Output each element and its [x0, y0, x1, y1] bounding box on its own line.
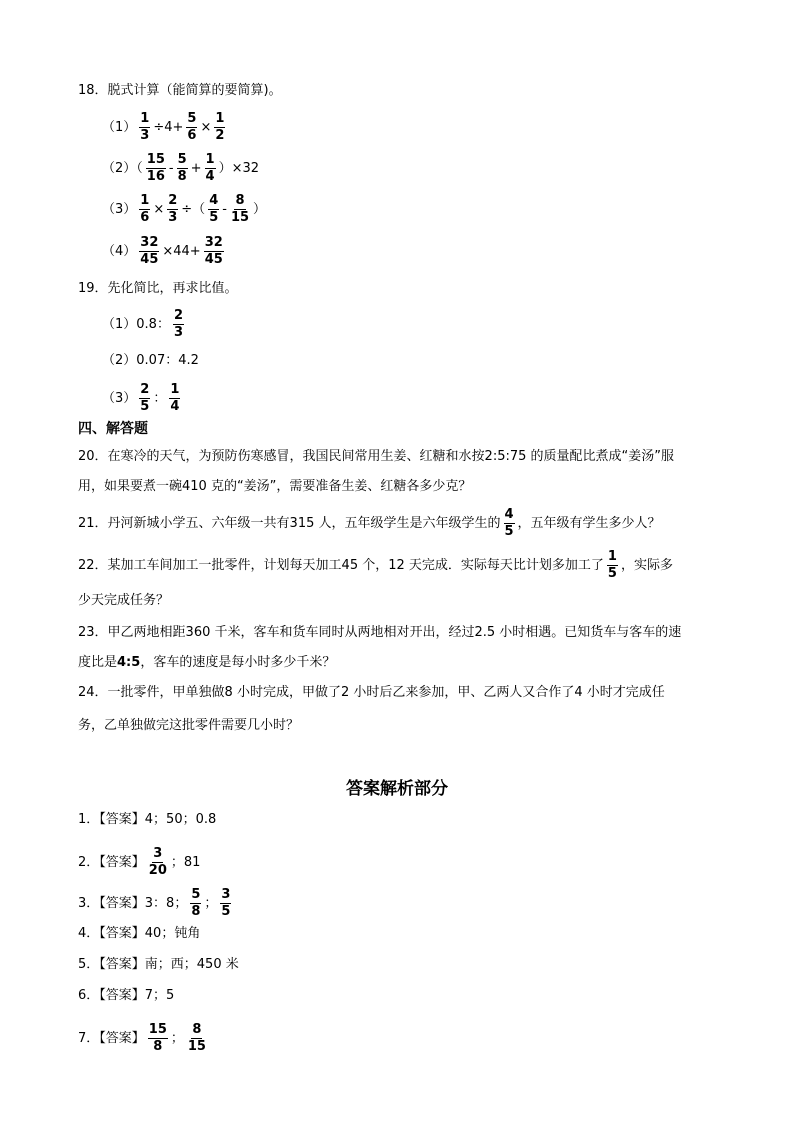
fraction — [205, 153, 216, 184]
numerator: 2 — [173, 308, 183, 323]
denominator: 5 — [221, 904, 231, 919]
numerator: 4 — [209, 193, 219, 208]
answer-text: 4．【答案】40；钝角 — [78, 926, 201, 941]
numerator: 3 — [221, 887, 231, 902]
denominator: 4 — [205, 169, 215, 184]
q21-text: ，五年级有学生多少人？ — [517, 515, 661, 531]
numerator: 2 — [140, 382, 150, 397]
denominator: 2 — [215, 128, 225, 143]
fraction — [204, 236, 224, 267]
fraction — [230, 194, 250, 225]
q23-text: 23．甲乙两地相距360 千米，客车和货车同时从两地相对开出，经过2.5 小时相遇。已知货车与客车的速 — [78, 625, 682, 640]
denominator: 3 — [140, 128, 150, 143]
q18-item-3 — [102, 194, 266, 225]
fraction — [167, 194, 178, 225]
operator: + — [190, 160, 202, 176]
numerator: 1 — [170, 382, 180, 397]
q18-title — [78, 83, 282, 99]
numerator: 1 — [607, 549, 617, 564]
fraction — [208, 194, 219, 225]
q18-item-2 — [102, 153, 259, 184]
denominator: 20 — [148, 863, 167, 878]
fraction — [173, 309, 184, 340]
numerator: 3 — [153, 846, 163, 861]
operator: ×44+ — [162, 243, 201, 259]
q19-title-text: 19．先化简比，再求比值。 — [78, 281, 238, 296]
q21 — [78, 508, 661, 539]
denominator: 6 — [140, 210, 150, 225]
q21-text: 21．丹河新城小学五、六年级一共有315 人，五年级学生是六年级学生的 — [78, 515, 501, 531]
fraction — [139, 194, 150, 225]
item-label: （1）0.8： — [102, 316, 170, 332]
fraction — [146, 153, 166, 184]
answer-4 — [78, 926, 200, 942]
denominator: 45 — [140, 252, 159, 267]
fraction — [139, 383, 150, 414]
operator: ÷4+ — [153, 119, 184, 135]
q23-line-2 — [78, 655, 335, 671]
answer-text: ； — [204, 895, 218, 911]
q19-item-1 — [102, 309, 187, 340]
answer-7 — [78, 1023, 210, 1054]
operator: - — [168, 160, 174, 176]
section-heading-text: 四、解答题 — [78, 421, 148, 437]
answer-text: 5．【答案】南；西；450 米 — [78, 957, 239, 972]
numerator: 8 — [192, 1022, 202, 1037]
numerator: 8 — [235, 193, 245, 208]
q22-text: 22．某加工车间加工一批零件，计划每天加工45 个，12 天完成．实际每天比计划多加工了 — [78, 557, 604, 573]
answer-text: ；81 — [170, 854, 201, 870]
denominator: 3 — [173, 325, 183, 340]
numerator: 4 — [504, 507, 514, 522]
fraction — [214, 112, 225, 143]
fraction — [148, 1023, 168, 1054]
denominator: 45 — [204, 252, 223, 267]
answer-1 — [78, 812, 216, 828]
q24-text: 务，乙单独做完这批零件需要几小时？ — [78, 718, 300, 733]
numerator: 5 — [191, 887, 201, 902]
denominator: 5 — [209, 210, 219, 225]
item-label: （2）（ — [102, 160, 143, 176]
numerator: 32 — [204, 235, 223, 250]
answer-text: 2．【答案】 — [78, 854, 145, 870]
answer-3 — [78, 888, 234, 919]
answer-2 — [78, 847, 200, 878]
operator: × — [153, 201, 165, 217]
numerator: 1 — [205, 152, 215, 167]
operator: ） — [253, 201, 267, 217]
answer-text: 6．【答案】7；5 — [78, 988, 175, 1003]
q22-text: 少天完成任务？ — [78, 593, 170, 608]
numerator: 1 — [215, 111, 225, 126]
item-label: （1） — [102, 119, 137, 135]
item-label: （4） — [102, 243, 137, 259]
q23-text: ，客车的速度是每小时多少千米？ — [140, 655, 336, 670]
fraction — [139, 236, 159, 267]
denominator: 5 — [504, 524, 514, 539]
item-label: （3） — [102, 201, 137, 217]
fraction — [187, 1023, 207, 1054]
q22-line-1 — [78, 550, 673, 581]
fraction — [220, 888, 231, 919]
denominator: 15 — [230, 210, 250, 225]
denominator: 8 — [191, 904, 201, 919]
denominator: 16 — [146, 169, 165, 184]
answer-text: 7．【答案】 — [78, 1030, 145, 1046]
numerator: 15 — [146, 152, 165, 167]
item-label: （3） — [102, 390, 137, 406]
answer-6 — [78, 988, 174, 1004]
fraction — [607, 550, 618, 581]
denominator: 15 — [187, 1039, 206, 1054]
q19-title — [78, 281, 238, 297]
fraction — [190, 888, 201, 919]
q22-text: ，实际多 — [620, 557, 673, 573]
denominator: 4 — [170, 399, 180, 414]
operator: ÷（ — [181, 201, 206, 217]
fraction — [504, 508, 515, 539]
section-heading — [78, 421, 148, 437]
answer-text: 3．【答案】3：8； — [78, 895, 188, 911]
q18-item-4 — [102, 236, 227, 267]
q20-line-2 — [78, 479, 471, 495]
fraction — [186, 112, 197, 143]
fraction — [177, 153, 188, 184]
numerator: 1 — [140, 111, 150, 126]
denominator: 5 — [607, 566, 617, 581]
q22-line-2 — [78, 593, 169, 609]
answer-text: ； — [170, 1030, 184, 1046]
operator: ）×32 — [218, 160, 260, 176]
denominator: 8 — [177, 169, 187, 184]
ratio-value: 4:5 — [117, 655, 141, 670]
numerator: 15 — [148, 1022, 167, 1037]
answer-5 — [78, 957, 239, 973]
denominator: 3 — [168, 210, 178, 225]
numerator: 32 — [140, 235, 159, 250]
item-label: （2）0.07：4.2 — [102, 353, 199, 368]
denominator: 5 — [140, 399, 150, 414]
numerator: 5 — [177, 152, 187, 167]
operator: ： — [153, 390, 167, 406]
answer-text: 1．【答案】4；50；0.8 — [78, 812, 217, 827]
denominator: 8 — [153, 1039, 163, 1054]
q19-item-3 — [102, 383, 183, 414]
q20-text: 20．在寒冷的天气，为预防伤寒感冒，我国民间常用生姜、红糖和水按2:5:75 的质量配比煮成“姜汤”服 — [78, 449, 674, 464]
q18-item-1 — [102, 112, 228, 143]
q23-text: 度比是 — [78, 655, 118, 670]
denominator: 6 — [187, 128, 197, 143]
operator: × — [200, 119, 212, 135]
q24-line-2 — [78, 718, 299, 734]
q23-line-1 — [78, 625, 681, 641]
q24-text: 24．一批零件，甲单独做8 小时完成，甲做了2 小时后乙来参加，甲、乙两人又合作了4 小时才完成任 — [78, 685, 665, 700]
numerator: 1 — [140, 193, 150, 208]
q20-text: 用，如果要煮一碗410 克的“姜汤”，需要准备生姜、红糖各多少克？ — [78, 479, 472, 494]
fraction — [148, 847, 168, 878]
q24-line-1 — [78, 685, 665, 701]
numerator: 2 — [168, 193, 178, 208]
fraction — [139, 112, 150, 143]
q20-line-1 — [78, 449, 674, 465]
fraction — [169, 383, 180, 414]
numerator: 5 — [187, 111, 197, 126]
q18-title-text: 18．脱式计算（能简算的要简算)。 — [78, 83, 282, 98]
q19-item-2 — [102, 353, 199, 369]
operator: - — [222, 201, 227, 217]
answers-title: 答案解析部分 — [346, 779, 448, 799]
